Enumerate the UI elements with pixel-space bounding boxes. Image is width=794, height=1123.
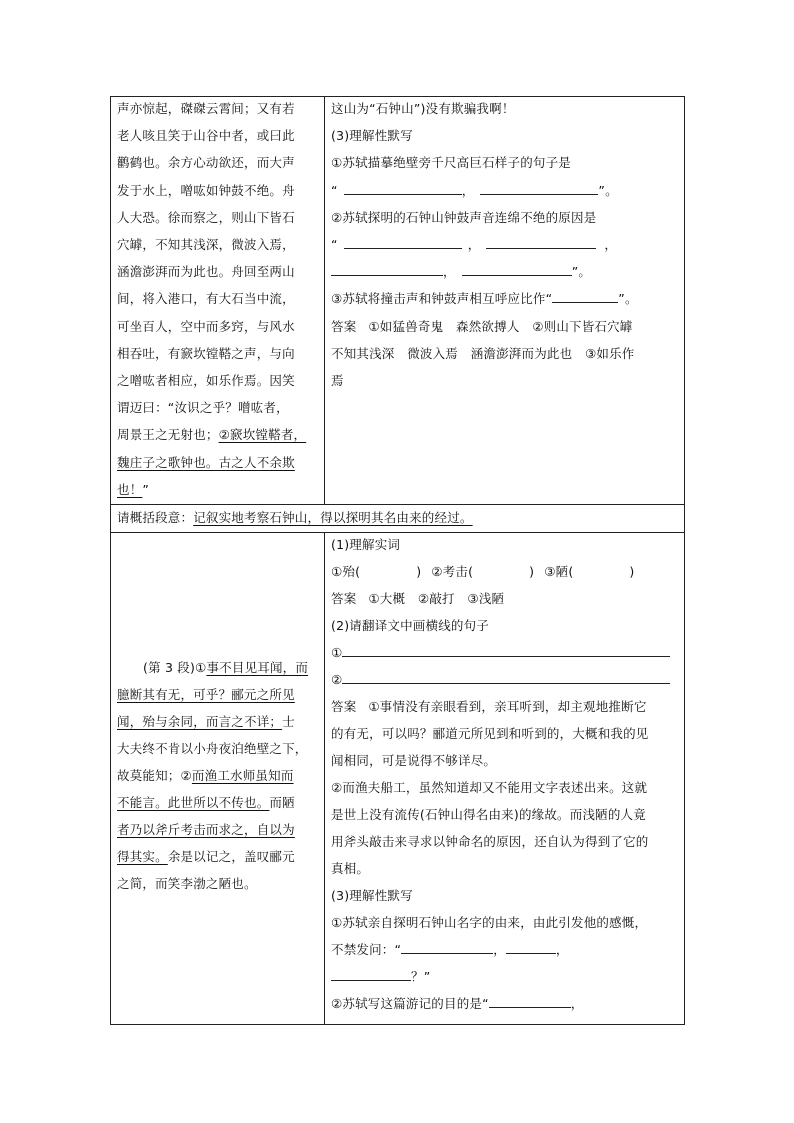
answer-blank[interactable]	[506, 939, 556, 954]
underlined-sentence: 也！	[117, 481, 143, 497]
quote-mark: “	[331, 237, 338, 253]
upper-left-passage	[117, 95, 322, 503]
underlined-sentence: 臆断其有无，可乎？郦元之所见	[117, 687, 295, 702]
passage-line: 发于水上，噌吰如钟鼓不绝。舟	[117, 182, 295, 198]
fill-blank-line	[331, 231, 681, 258]
question-text: ③苏轼将撞击声和钟鼓声相互呼应比作“	[331, 291, 553, 307]
item-number: ②	[331, 672, 343, 687]
passage-line	[117, 843, 322, 870]
underlined-sentence: ②窾坎镗鞳者，	[218, 427, 307, 443]
translation-blank-line	[331, 639, 681, 666]
underlined-sentence: 闻，殆与余同，而言之不详；	[117, 714, 283, 729]
summary-row	[117, 504, 677, 531]
passage-segment: 而陋	[269, 795, 295, 810]
question-text: ②苏轼写这篇游记的目的是“	[331, 996, 489, 1011]
fill-blank-line	[331, 285, 681, 312]
summary-label: 请概括段意：	[117, 510, 194, 525]
passage-line	[117, 789, 322, 816]
underlined-sentence: 不能言。此世所以不传也。	[117, 795, 270, 810]
fill-blank-line	[331, 936, 681, 963]
quote-close: ”。	[618, 291, 638, 307]
question-title: (3)理解性默写	[331, 888, 413, 903]
vocab-item: ①殆(	[331, 564, 361, 579]
answer-text: 的有无，可以吗？郦道元所见到和听到的，大概和我的见	[331, 726, 649, 741]
passage-line: 谓迈曰：“汝识之乎？噌吰者，	[117, 400, 289, 416]
fill-blank-line	[331, 177, 681, 204]
lower-left-passage	[117, 654, 322, 897]
answer-text: 焉	[331, 373, 344, 389]
answer-blank[interactable]	[344, 234, 462, 249]
item-number: ①	[331, 645, 343, 660]
vocab-item: ③陋(	[544, 564, 574, 579]
answer-blank[interactable]	[401, 939, 493, 954]
question-text: ②苏轼探明的石钟山钟鼓声音连绵不绝的原因是	[331, 209, 597, 225]
answer-blank[interactable]	[489, 993, 571, 1008]
answer-text: ①大概 ②敲打 ③浅陋	[368, 591, 505, 606]
passage-line: 之噌吰者相应，如乐作焉。因笑	[117, 373, 295, 389]
passage-segment: 周景王之无射也；	[117, 427, 219, 443]
fill-blank-line	[331, 258, 681, 285]
passage-line: 相吞吐，有窾坎镗鞳之声，与向	[117, 345, 295, 361]
paren: )	[416, 564, 422, 579]
passage-segment: (第 3 段)①	[143, 660, 207, 675]
passage-line: 穴罅，不知其浅深，微波入焉，	[117, 237, 295, 253]
question-title: (2)请翻译文中画横线的句子	[331, 618, 490, 633]
lower-column-divider	[324, 532, 325, 1025]
answer-text: 不知其浅深 微波入焉 涵澹澎湃而为此也 ③如乐作	[331, 345, 635, 361]
passage-line	[117, 762, 322, 789]
passage-line: 涵澹澎湃而为此也。舟回至两山	[117, 264, 295, 280]
passage-line: 老人咳且笑于山谷中者，或曰此	[117, 128, 295, 144]
upper-column-divider	[324, 96, 325, 504]
comma: ，	[461, 182, 475, 198]
comma: ，	[570, 996, 584, 1011]
quote-close: ”。	[571, 264, 592, 280]
paren: )	[529, 564, 535, 579]
underlined-sentence: 得其实。	[117, 849, 168, 864]
answer-text: 闻相同，可是说得不够详尽。	[331, 753, 497, 768]
vocab-item: ②考击(	[431, 564, 474, 579]
lower-right-questions	[331, 531, 681, 1017]
answer-line	[331, 693, 681, 720]
passage-line	[117, 476, 322, 503]
fill-blank-line	[331, 963, 681, 990]
answer-label: 答案	[331, 699, 357, 714]
passage-line	[117, 421, 322, 448]
summary-text: 记叙实地考察石钟山，得以探明其名由来的经过。	[193, 510, 473, 525]
passage-segment: 故莫能知；②	[117, 768, 192, 783]
answer-blank[interactable]	[462, 261, 572, 276]
answer-text: ①如猛兽奇鬼 森然欲搏人 ②则山下皆石穴罅	[368, 318, 633, 334]
comma: ，	[467, 237, 481, 253]
comma: ，	[555, 942, 569, 957]
paren: )	[629, 564, 635, 579]
answer-line	[331, 313, 681, 340]
answer-text: 用斧头敲击来寻求以钟命名的原因，还自认为得到了它的	[331, 834, 649, 849]
fill-blank-line	[331, 990, 681, 1017]
quote-close: ？”	[411, 969, 431, 984]
translation-tail: 这山为“石钟山”)没有欺骗我啊！	[331, 101, 515, 116]
underlined-sentence: 者乃以斧斤考击而求之，自以为	[117, 822, 295, 837]
answer-text: 真相。	[331, 861, 370, 876]
answer-blank[interactable]	[552, 288, 618, 303]
question-title: (3)理解性默写	[331, 128, 413, 144]
passage-line: 声亦惊起，磔磔云霄间；又有若	[117, 101, 295, 116]
comma: ，	[493, 942, 506, 957]
answer-text: ②而渔夫船工，虽然知道却又不能用文字表述出来。这就	[331, 780, 648, 795]
passage-line: 鹳鹤也。余方心动欲还，而大声	[117, 155, 295, 171]
vocab-question-line	[331, 558, 681, 585]
passage-line	[117, 708, 322, 735]
answer-blank[interactable]	[486, 234, 596, 249]
comma: ，	[443, 264, 456, 280]
passage-line: 大夫终不肯以小舟夜泊绝壁之下，	[117, 741, 308, 756]
answer-label: 答案	[331, 591, 357, 606]
question-text: ①苏轼亲自探明石钟山名字的由来，由此引发他的感慨，	[331, 915, 648, 930]
passage-line	[117, 654, 322, 681]
question-title: (1)理解实词	[331, 537, 401, 552]
answer-label: 答案	[331, 318, 357, 334]
answer-text: ①事情没有亲眼看到，亲耳听到，却主观地推断它	[368, 699, 647, 714]
underlined-sentence: 而渔工水师虽知而	[191, 768, 294, 783]
answer-blank[interactable]	[331, 261, 443, 276]
translation-blank-line	[331, 666, 681, 693]
passage-segment: 士	[282, 714, 295, 729]
answer-blank[interactable]	[342, 669, 670, 684]
answer-blank[interactable]	[342, 642, 670, 657]
passage-line: 可坐百人，空中而多窍，与风水	[117, 318, 295, 334]
question-text: 不禁发问：“	[331, 942, 402, 957]
answer-blank[interactable]	[331, 966, 411, 981]
comma: ，	[604, 237, 618, 253]
answer-text: 是世上没有流传(石钟山得名由来)的缘故。而浅陋的人竟	[331, 807, 646, 822]
underlined-sentence: 魏庄子之歌钟也。古之人不余欺	[117, 454, 295, 470]
passage-segment: 余是以记之，盖叹郦元	[167, 849, 295, 864]
passage-line: 人大恐。徐而察之，则山下皆石	[117, 209, 295, 225]
passage-line: 间，将入港口，有大石当中流，	[117, 291, 295, 307]
quote-mark: “	[331, 182, 338, 198]
question-text: ①苏轼描摹绝壁旁千尺高巨石样子的句子是	[331, 155, 572, 171]
answer-blank[interactable]	[480, 180, 598, 195]
passage-line: 之简，而笑李渤之陋也。	[117, 876, 257, 891]
upper-right-questions	[331, 95, 681, 394]
answer-blank[interactable]	[344, 180, 462, 195]
answer-line	[331, 585, 681, 612]
passage-segment: ”	[142, 481, 150, 497]
quote-close: ”。	[598, 182, 618, 198]
underlined-sentence: 事不目见耳闻，而	[206, 660, 309, 675]
